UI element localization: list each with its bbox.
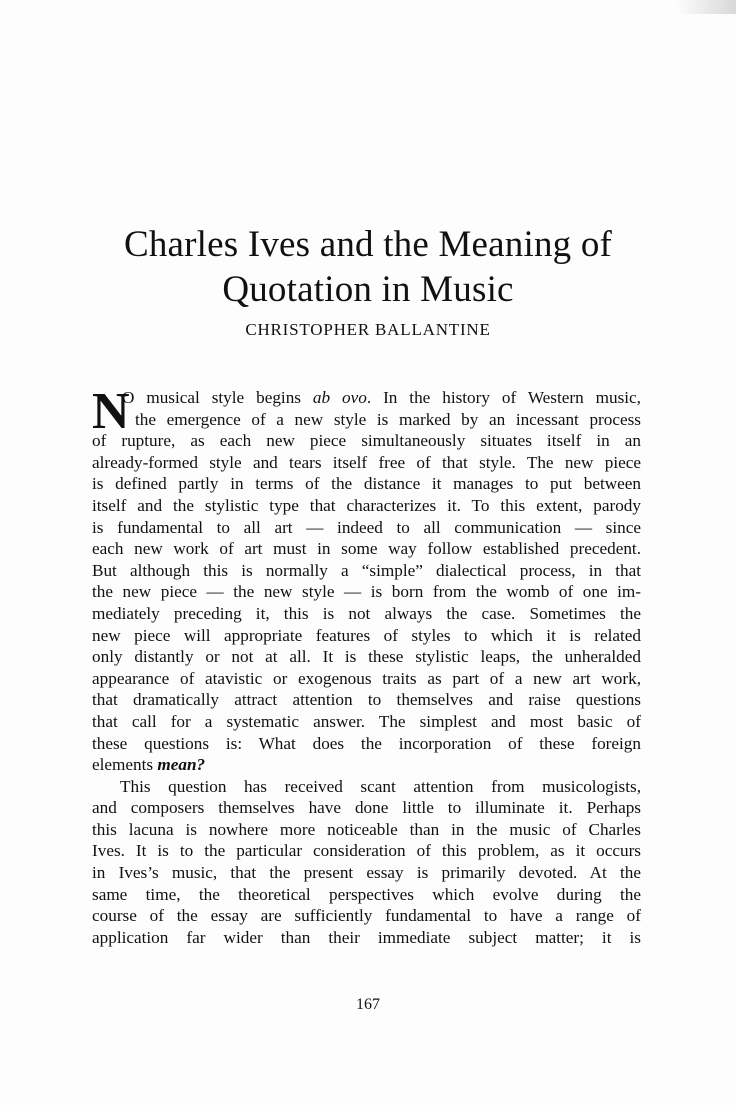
page-number: 167	[356, 996, 380, 1013]
body-line: But although this is normally a “simple” dialectical process, in that	[92, 560, 641, 580]
body-line: that call for a systematic answer. The simplest and most basic of	[92, 711, 641, 731]
scan-corner-shadow	[676, 0, 736, 14]
body-line: this lacuna is nowhere more noticeable than in the music of Charles	[92, 819, 641, 839]
body-line: appearance of atavistic or exogenous traits as part of a new art work,	[92, 668, 641, 688]
body-line: the new piece — the new style — is born from the womb of one im-	[92, 582, 641, 602]
body-line: of rupture, as each new piece simultaneously situates itself in an	[92, 431, 641, 451]
title-line-1: Charles Ives and the Meaning of	[123, 224, 613, 265]
title-line-2: Quotation in Music	[222, 269, 514, 310]
body-line: only distantly or not at all. It is these stylistic leaps, the unheralded	[92, 647, 641, 667]
body-line: course of the essay are sufficiently fundamental to have a range of	[92, 906, 641, 926]
article-title	[0, 222, 736, 312]
article-body	[92, 383, 641, 948]
body-line: is defined partly in terms of the distance it manages to put between	[92, 474, 641, 494]
body-line: these questions is: What does the incorporation of these foreign	[92, 733, 641, 753]
body-line: itself and the stylistic type that characterizes it. To this extent, parody	[92, 495, 641, 515]
italic-phrase: mean?	[157, 755, 206, 775]
body-line: Ives. It is to the particular consideration of this problem, as it occurs	[92, 841, 641, 861]
body-line: each new work of art must in some way follow established precedent.	[92, 539, 641, 559]
body-line: This question has received scant attention from musicologists,	[120, 776, 641, 796]
body-line: and composers themselves have done little to illuminate it. Perhaps	[92, 798, 641, 818]
italic-phrase: ab ovo	[312, 388, 367, 407]
body-line: elements mean?	[92, 755, 206, 775]
drop-cap: N	[92, 383, 130, 440]
body-line: same time, the theoretical perspectives which evolve during the	[92, 884, 641, 904]
body-line: is fundamental to all art — indeed to all communication — since	[92, 517, 641, 537]
author-name: CHRISTOPHER BALLANTINE	[245, 320, 491, 339]
body-line: mediately preceding it, this is not always the case. Sometimes the	[92, 603, 641, 623]
body-line: the emergence of a new style is marked by an incessant process	[135, 409, 641, 429]
body-line: O musical style begins ab ovo. In the history of Western music,	[122, 388, 641, 407]
body-line: in Ives’s music, that the present essay is primarily devoted. At the	[92, 863, 641, 883]
body-line: application far wider than their immediate subject matter; it is	[92, 927, 641, 947]
body-line: new piece will appropriate features of styles to which it is related	[92, 625, 641, 645]
body-line: that dramatically attract attention to themselves and raise questions	[92, 690, 641, 710]
body-line: already-formed style and tears itself free of that style. The new piece	[92, 452, 641, 472]
